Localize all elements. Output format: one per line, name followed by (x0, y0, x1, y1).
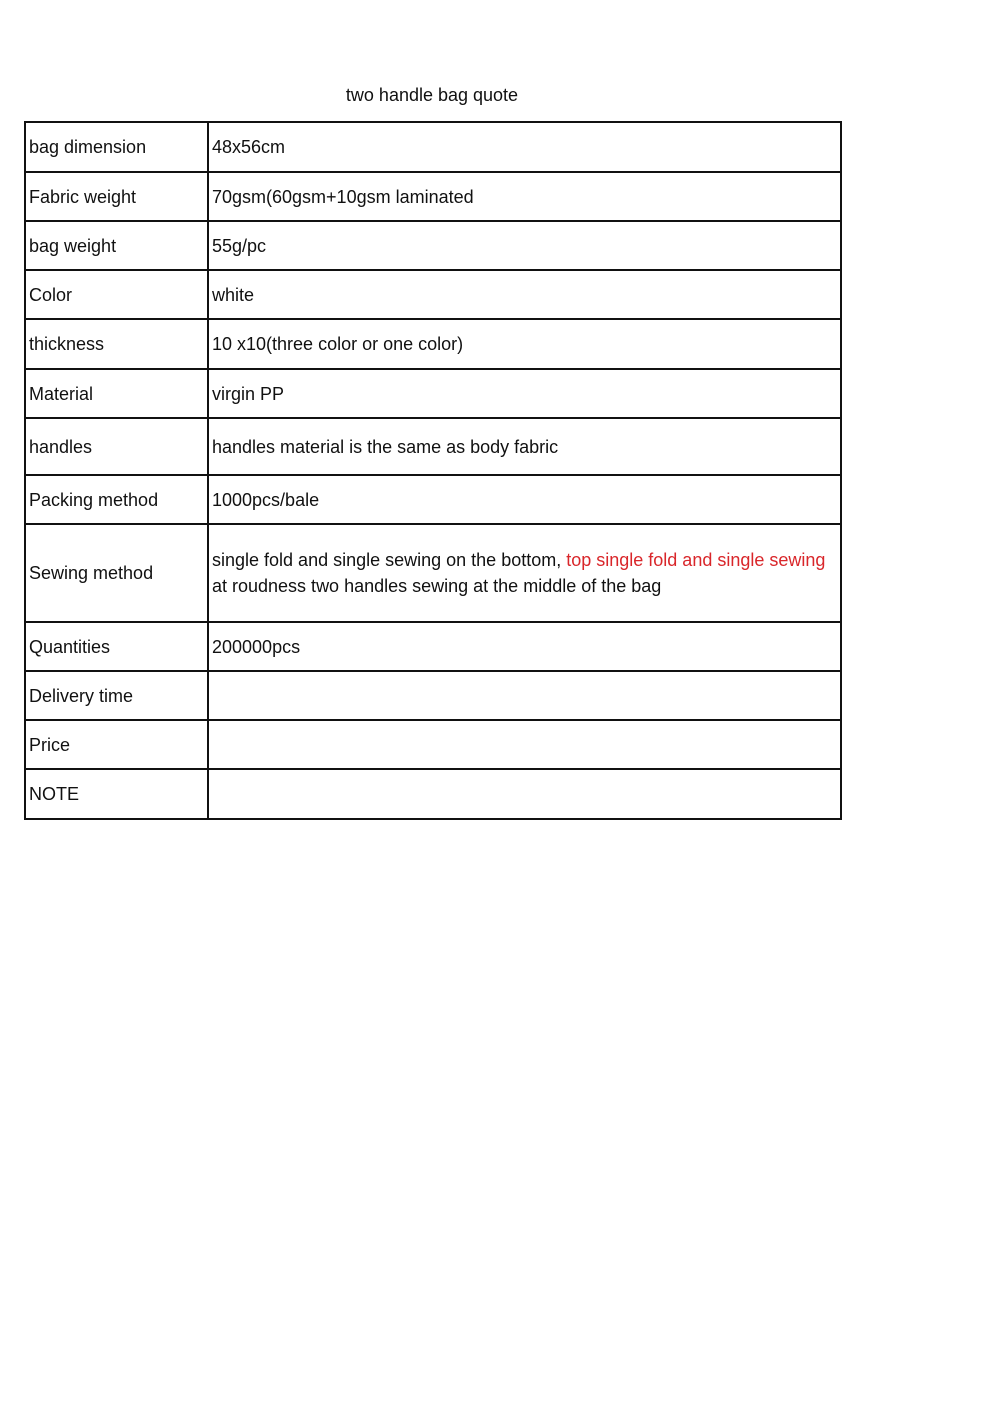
table-row (25, 369, 841, 418)
table-row (25, 418, 841, 475)
table-row (25, 524, 841, 622)
document-title: two handle bag quote (345, 85, 519, 105)
row-value: 10 x10(three color or one color) (208, 319, 841, 369)
row-value (208, 720, 841, 769)
sewing-text-part: at roudness two handles sewing at the middle of the bag (212, 576, 662, 596)
row-value (208, 769, 841, 819)
table-row (25, 769, 841, 819)
quote-table (24, 121, 842, 820)
row-value (208, 524, 841, 622)
table-row (25, 720, 841, 769)
sewing-text-highlight: top single fold and single sewing (566, 550, 826, 570)
row-label: Fabric weight (25, 172, 208, 221)
row-value: 55g/pc (208, 221, 841, 270)
row-value: virgin PP (208, 369, 841, 418)
row-value: 70gsm(60gsm+10gsm laminated (208, 172, 841, 221)
table-row (25, 221, 841, 270)
row-label: Sewing method (25, 524, 208, 622)
table-row (25, 172, 841, 221)
row-value (208, 671, 841, 720)
row-label: thickness (25, 319, 208, 369)
row-label: Packing method (25, 475, 208, 524)
row-label: Quantities (25, 622, 208, 671)
table-row (25, 122, 841, 172)
table-row (25, 622, 841, 671)
row-value: 1000pcs/bale (208, 475, 841, 524)
row-label: Delivery time (25, 671, 208, 720)
row-value: handles material is the same as body fabric (208, 418, 841, 475)
row-label: Color (25, 270, 208, 319)
sewing-text-part: single fold and single sewing on the bottom, (212, 550, 567, 570)
row-label: bag dimension (25, 122, 208, 172)
row-label: Price (25, 720, 208, 769)
table-row (25, 270, 841, 319)
table-row (25, 475, 841, 524)
table-row (25, 319, 841, 369)
row-label: NOTE (25, 769, 208, 819)
table-row (25, 671, 841, 720)
row-value: white (208, 270, 841, 319)
row-value: 200000pcs (208, 622, 841, 671)
row-value: 48x56cm (208, 122, 841, 172)
row-label: handles (25, 418, 208, 475)
row-label: Material (25, 369, 208, 418)
row-label: bag weight (25, 221, 208, 270)
